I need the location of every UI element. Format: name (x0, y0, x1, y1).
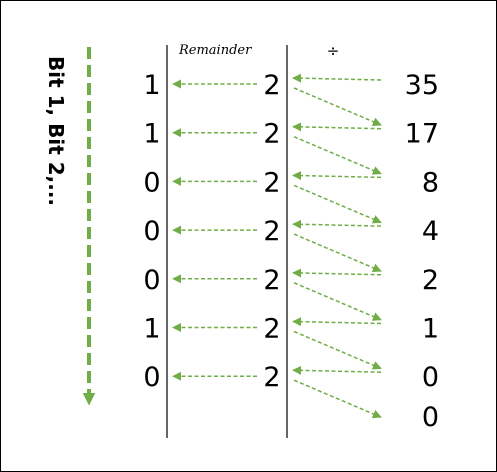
final-quotient: 0 (421, 402, 439, 433)
dividend-number: 8 (421, 167, 439, 199)
divide-arrow (293, 273, 381, 275)
divide-symbol-header: ÷ (326, 42, 340, 60)
dividend-number: 0 (421, 362, 439, 394)
dividend-number: 1 (421, 313, 439, 345)
dividend-number: 2 (421, 264, 439, 296)
divide-arrow (293, 322, 381, 324)
division-rows (143, 70, 439, 393)
dividend-number: 17 (404, 118, 439, 150)
remainder-digit: 0 (143, 264, 161, 296)
quotient-arrow (294, 185, 381, 222)
dividend-number: 4 (421, 216, 439, 248)
divide-arrow (293, 224, 381, 226)
divide-arrow (293, 370, 381, 372)
remainder-digit: 0 (143, 362, 161, 394)
quotient-arrow (294, 283, 381, 320)
remainder-header: Remainder (179, 43, 252, 58)
divisor-digit: 2 (263, 118, 281, 150)
quotient-arrow (294, 332, 381, 369)
remainder-digit: 1 (143, 70, 161, 101)
divisor-digit: 2 (263, 70, 281, 101)
quotient-arrow (294, 234, 381, 271)
bit-order-label: Bit 1, Bit 2,... (44, 56, 68, 207)
divide-arrow (293, 127, 381, 129)
quotient-arrow (294, 380, 381, 417)
quotient-arrow (294, 88, 381, 125)
quotient-arrow (294, 137, 381, 174)
diagram-canvas (1, 1, 496, 471)
divisor-digit: 2 (263, 313, 281, 345)
divisor-digit: 2 (263, 167, 281, 199)
remainder-digit: 1 (143, 118, 161, 150)
remainder-digit: 1 (143, 313, 161, 345)
divisor-digit: 2 (263, 216, 281, 248)
remainder-digit: 0 (143, 167, 161, 199)
divide-arrow (293, 78, 381, 80)
divide-arrow (293, 175, 381, 177)
divisor-digit: 2 (263, 264, 281, 296)
dividend-number: 35 (404, 70, 439, 101)
divisor-digit: 2 (263, 362, 281, 394)
remainder-digit: 0 (143, 216, 161, 248)
